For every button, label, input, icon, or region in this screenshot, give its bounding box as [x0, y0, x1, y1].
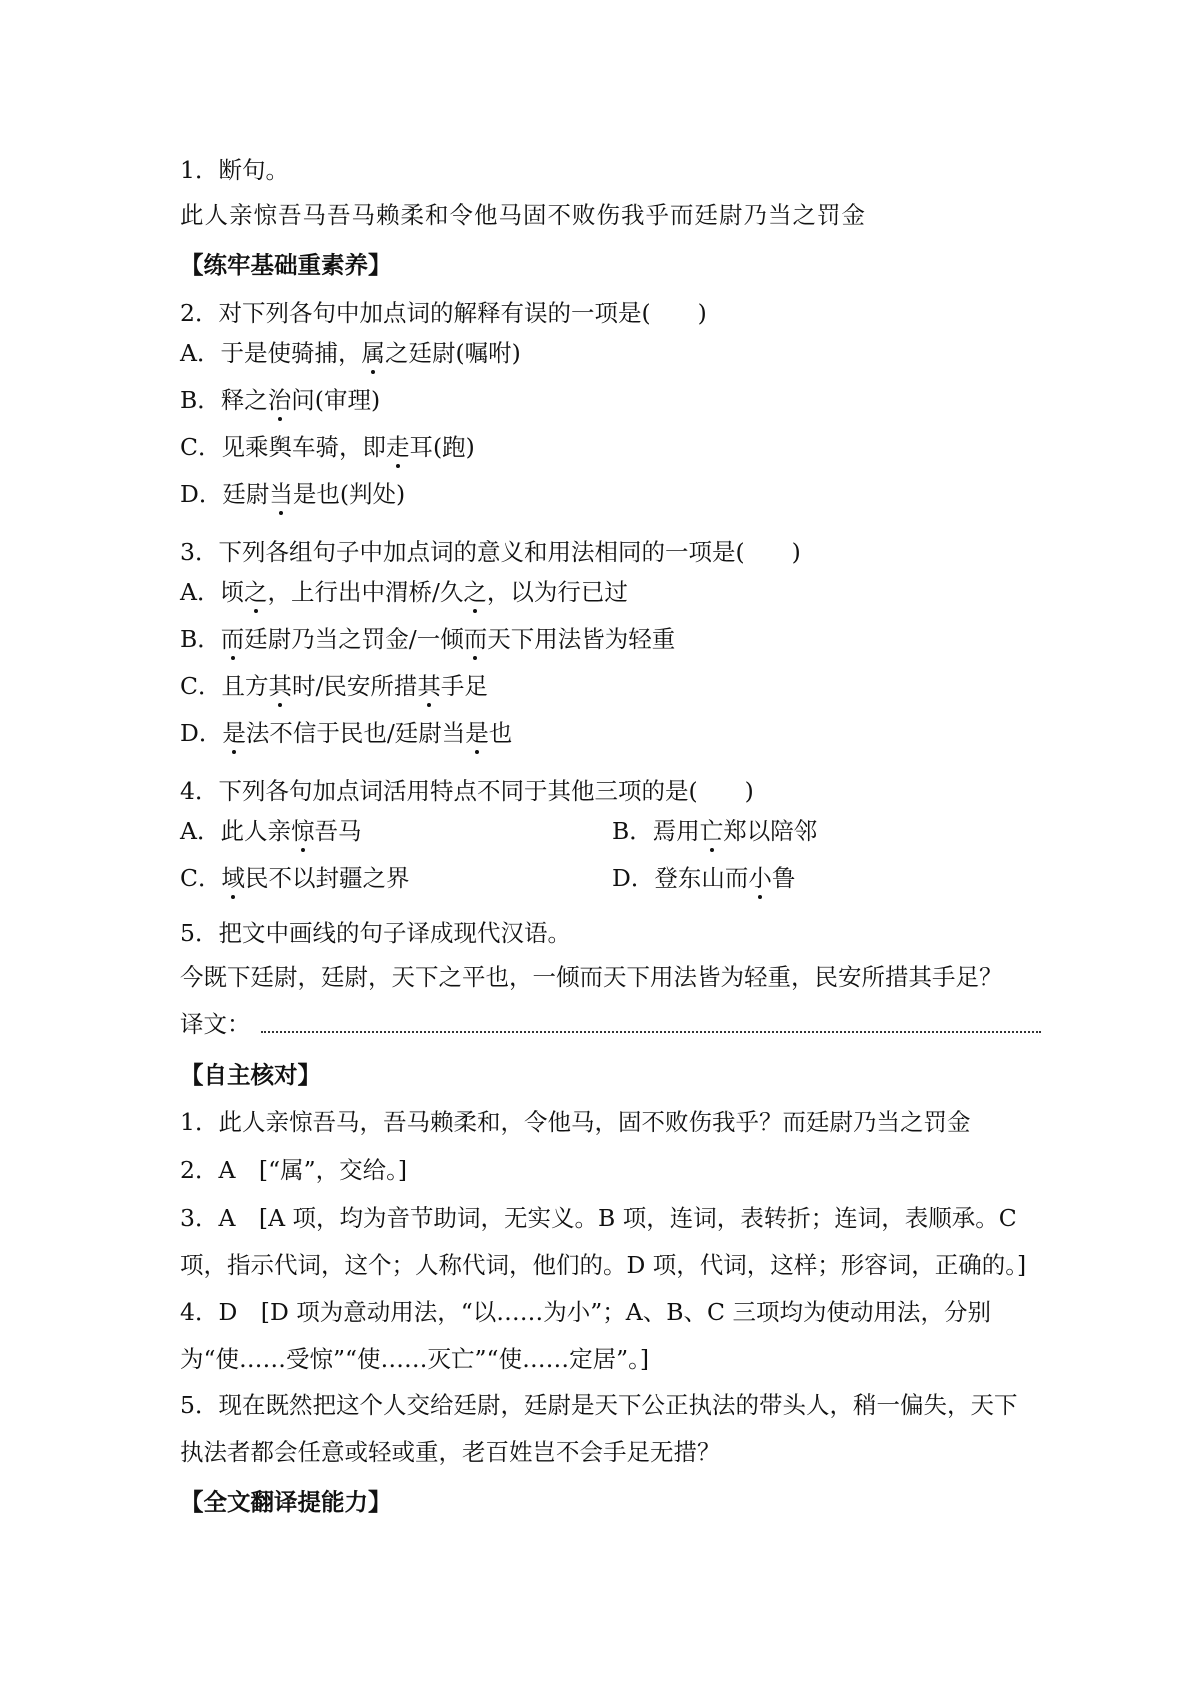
answer-3-line1: 3．A [A 项，均为音节助词，无实义。B 项，连词，表转折；连词，表顺承。C: [180, 1204, 1017, 1232]
q2-option-d: D．廷尉当是也(判处): [180, 480, 406, 508]
q5-sentence: 今既下廷尉，廷尉，天下之平也，一倾而天下用法皆为轻重，民安所措其手足？: [180, 963, 1003, 991]
answer-4-line2: 为“使……受惊”“使……灭亡”“使……定居”。]: [180, 1345, 650, 1373]
answer-4-line1: 4．D [D 项为意动用法，“以……为小”；A、B、C 三项均为使动用法，分别: [180, 1298, 991, 1326]
dotted-word: 而: [220, 625, 245, 653]
answer-5-line1: 5．现在既然把这个人交给廷尉，廷尉是天下公正执法的带头人，稍一偏失，天下: [180, 1391, 1018, 1419]
q4-options-row2: [180, 863, 1040, 893]
q3-stem: 3．下列各组句子中加点词的意义和用法相同的一项是( ): [180, 538, 801, 566]
answer-2: 2．A [“属”，交给。]: [180, 1156, 408, 1184]
q4-option-b: B．焉用亡郑以陪邻: [612, 817, 818, 845]
dotted-word: 走: [385, 433, 410, 461]
q4-option-a: A．此人亲惊吾马: [180, 817, 362, 845]
q2-stem: 2．对下列各句中加点词的解释有误的一项是( ): [180, 299, 707, 327]
dotted-word: 当: [269, 480, 293, 508]
answer-3-line2: 项，指示代词，这个；人称代词，他们的。D 项，代词，这样；形容词，正确的。]: [180, 1251, 1027, 1279]
dotted-word: 其: [268, 672, 292, 700]
q5-answer-line: 译文：: [180, 1009, 1041, 1039]
dotted-word: 治: [267, 386, 292, 414]
dotted-word: 其: [417, 672, 441, 700]
dotted-word: 亡: [699, 817, 724, 845]
answer-5-line2: 执法者都会任意或轻或重，老百姓岂不会手足无措？: [180, 1438, 721, 1466]
dotted-word: 之: [463, 578, 487, 606]
dotted-word: 小: [748, 864, 772, 892]
dotted-word: 是: [465, 719, 489, 747]
dotted-word: 是: [222, 719, 246, 747]
q3-option-a: A．顷之，上行出中渭桥/久之，以为行已过: [180, 578, 628, 606]
dotted-word: 属: [361, 339, 385, 367]
dotted-word: 之: [243, 578, 268, 606]
q1-title: 1．断句。: [180, 156, 289, 184]
q2-option-b: B．释之治问(审理): [180, 386, 381, 414]
section-heading-check: 【自主核对】: [180, 1061, 321, 1089]
q1-text: 此人亲惊吾马吾马赖柔和令他马固不败伤我乎而廷尉乃当之罚金: [180, 201, 866, 229]
q3-option-d: D．是法不信于民也/廷尉当是也: [180, 719, 513, 747]
q2-option-a: A．于是使骑捕，属之廷尉(嘱咐): [180, 339, 521, 367]
section-heading-translation: 【全文翻译提能力】: [180, 1488, 392, 1516]
q3-option-b: B．而廷尉乃当之罚金/一倾而天下用法皆为轻重: [180, 625, 676, 653]
dotted-word: 惊: [290, 817, 315, 845]
q2-option-c: C．见乘舆车骑，即走耳(跑): [180, 433, 475, 461]
section-heading-basics: 【练牢基础重素养】: [180, 251, 392, 279]
q5-stem: 5．把文中画线的句子译成现代汉语。: [180, 919, 571, 947]
q4-option-d: D．登东山而小鲁: [612, 864, 796, 892]
answer-1: 1．此人亲惊吾马，吾马赖柔和，令他马，固不败伤我乎？而廷尉乃当之罚金: [180, 1108, 971, 1136]
q4-options-row1: [180, 816, 1040, 846]
dotted-word: 域: [221, 864, 245, 892]
dotted-word: 而: [463, 625, 488, 653]
q3-option-c: C．且方其时/民安所措其手足: [180, 672, 488, 700]
q4-option-c: C．域民不以封疆之界: [180, 864, 410, 892]
q4-stem: 4．下列各句加点词活用特点不同于其他三项的是( ): [180, 777, 754, 805]
dotted-answer-blank: [261, 1031, 1041, 1033]
